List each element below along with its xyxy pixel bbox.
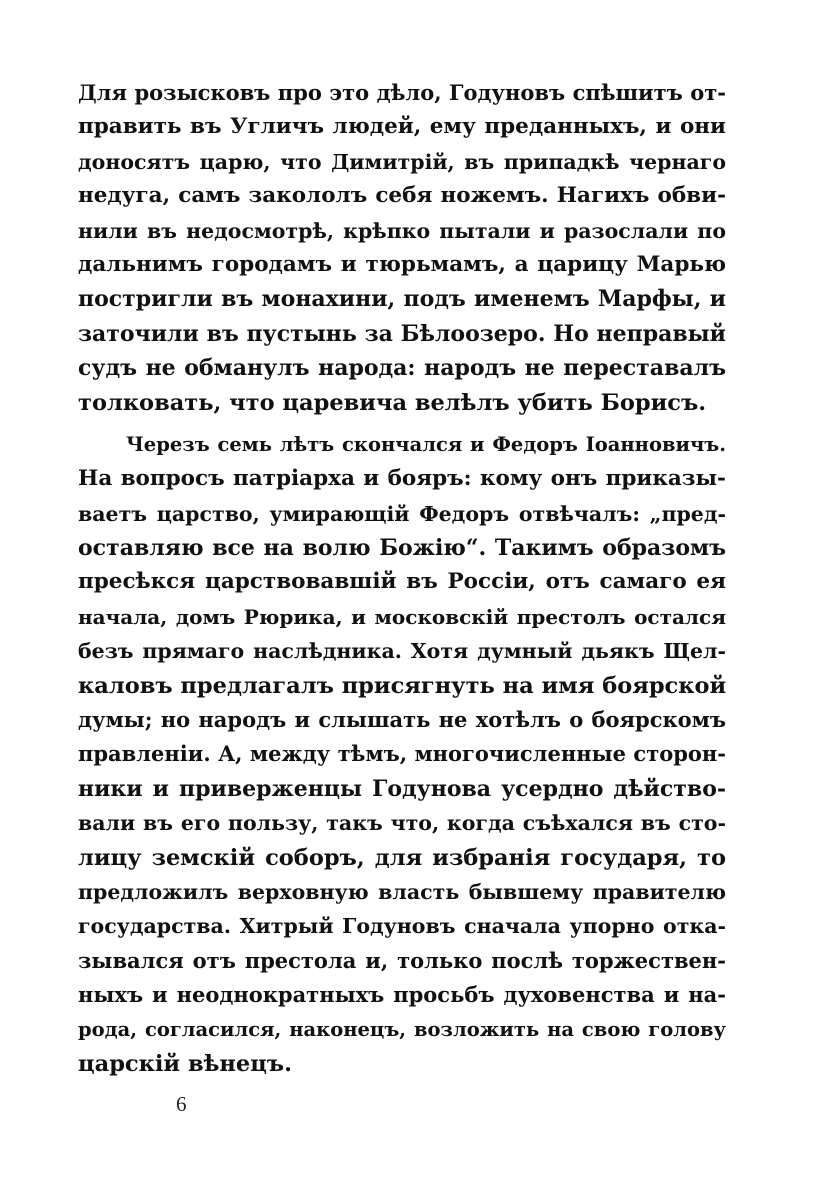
- text-line: безъ прямаго наслѣдника. Хотя думный дьякъ Щел-: [78, 639, 726, 664]
- text-line: вали въ его пользу, такъ что, когда съѣхался въ сто-: [78, 811, 726, 836]
- text-line: доносятъ царю, что Димитрій, въ припадкѣ чернаго: [78, 149, 726, 174]
- text-line: судъ не обманулъ народа: народъ не переставалъ: [78, 355, 726, 382]
- text-line: ники и приверженцы Годунова усердно дѣйство-: [78, 775, 726, 802]
- text-line: государства. Хитрый Годуновъ сначала упорно отка-: [78, 914, 726, 939]
- text-line: предложилъ верховную власть бывшему правителю: [78, 879, 726, 904]
- text-line: заточили въ пустынь за Бѣлоозеро. Но неправый: [78, 320, 726, 347]
- text-line: дальнимъ городамъ и тюрьмамъ, а царицу Марью: [78, 251, 726, 277]
- text-line: постригли въ монахини, подъ именемъ Марфы, и: [78, 286, 726, 313]
- text-line: оставляю все на волю Божію“. Такимъ образомъ: [78, 535, 726, 562]
- text-line: Для розысковъ про это дѣло, Годуновъ спѣшитъ от-: [78, 80, 726, 105]
- body-text: [78, 76, 726, 1081]
- text-line: ваетъ царство, умирающій Федоръ отвѣчалъ: „пред-: [78, 501, 726, 526]
- text-line: начала, домъ Рюрика, и московскій престолъ остался: [78, 604, 726, 629]
- text-line: зывался отъ престола и, только послѣ торжествен-: [78, 947, 726, 973]
- text-line: На вопросъ патріарха и бояръ: кому онъ приказы-: [78, 466, 726, 492]
- text-line: лицу земскій соборъ, для избранія государя, то: [78, 844, 726, 871]
- text-line: пресѣкся царствовавшій въ Россіи, отъ самаго ея: [78, 569, 726, 595]
- text-line: толковать, что царевича велѣлъ убить Борисъ.: [78, 389, 707, 416]
- text-line: царскій вѣнецъ.: [78, 1050, 292, 1077]
- text-line: недуга, самъ закололъ себя ножемъ. Нагихъ обви-: [78, 183, 726, 209]
- text-line: ныхъ и неоднократныхъ просьбъ духовенства и на-: [78, 982, 726, 1008]
- text-line: правленіи. А, между тѣмъ, многочисленные сторон-: [78, 741, 726, 767]
- text-line: думы; но народъ и слышать не хотѣлъ о боярскомъ: [78, 707, 726, 733]
- text-line: править въ Угличъ людей, ему преданныхъ, и они: [78, 114, 726, 140]
- page-number: 6: [176, 1092, 187, 1116]
- paragraph: [78, 76, 726, 420]
- text-line: Черезъ семь лѣтъ скончался и Федоръ Іоанновичъ.: [126, 432, 726, 456]
- text-line: рода, согласился, наконецъ, возложить на свою голову: [78, 1017, 726, 1041]
- paragraph: [78, 428, 726, 1081]
- text-line: каловъ предлагалъ присягнуть на имя боярской: [78, 672, 727, 699]
- text-line: нили въ недосмотрѣ, крѣпко пытали и разослали по: [78, 218, 726, 243]
